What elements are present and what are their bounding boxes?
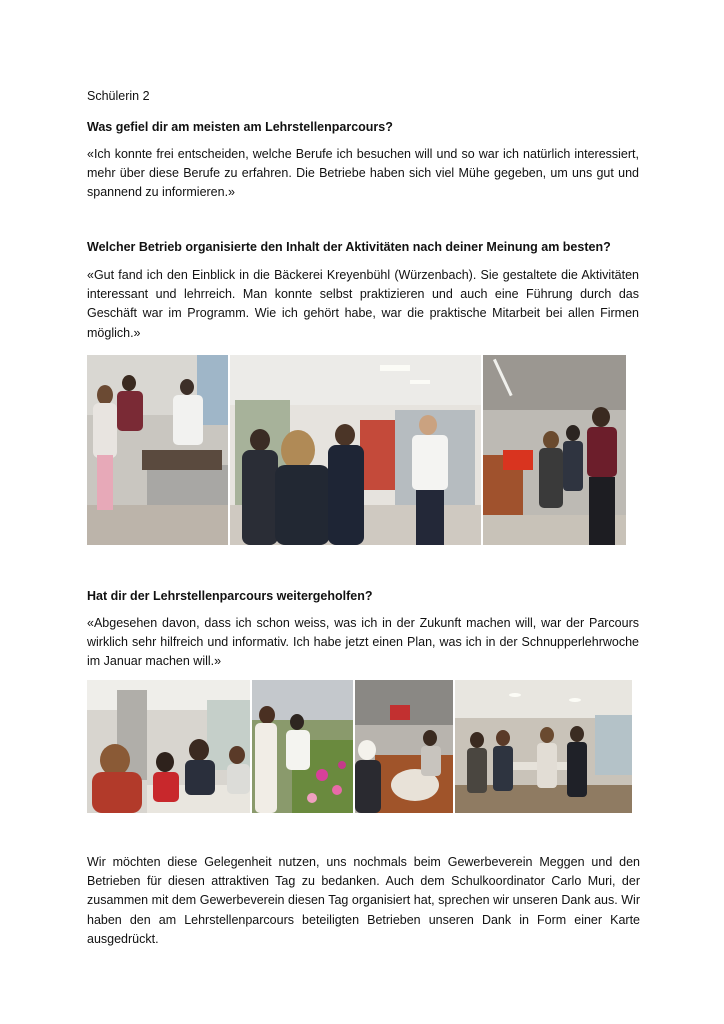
photo-bakery-counter: [87, 355, 228, 545]
answer-3: «Abgesehen davon, dass ich schon weiss, was ich in der Zukunft machen will, war der Parcours wirklich sehr hilfreich und informativ. Ich habe jetzt einen Plan, was ich in der Schnupperlehrwoche im Januar machen will.»: [87, 616, 639, 669]
closing-paragraph: Wir möchten diese Gelegenheit nutzen, uns nochmals beim Gewerbeverein Meggen und den Betrieben für diesen attraktiven Tag zu bedanken. Auch dem Schulkoordinator Carlo Muri, der zusammen mit dem Gewerbeverein diesen Tag organisiert hat, sprechen wir unseren Dank aus. Wir haben den am Lehrstellenparcours beteiligten Betrieben unseren Dank in Form einer Karte ausgedrückt.: [87, 855, 640, 946]
photo-cooking-class: [355, 680, 453, 813]
question-1: Was gefiel dir am meisten am Lehrstellenparcours?: [87, 120, 393, 134]
photo-workshop: [483, 355, 626, 545]
answer-1: «Ich konnte frei entscheiden, welche Berufe ich besuchen will und so war ich natürlich interessiert, mehr über diese Berufe zu erfahren. Die Betriebe haben sich viel Mühe gegeben, um uns gut und spannend zu informieren.»: [87, 147, 639, 200]
photo-pharmacy-tour: [230, 355, 481, 545]
photo-office-meeting: [87, 680, 250, 813]
student-label: Schülerin 2: [87, 89, 150, 103]
question-3: Hat dir der Lehrstellenparcours weitergeholfen?: [87, 589, 373, 603]
photo-garden-center: [252, 680, 353, 813]
answer-2: «Gut fand ich den Einblick in die Bäckerei Kreyenbühl (Würzenbach). Sie gestaltete die Aktivitäten interessant und lehrreich. Man konnte selbst praktizieren und auch eine Führung durch das Geschäft war im Programm. Wie ich gehört habe, war die praktische Mitarbeit bei allen Firmen möglich.»: [87, 268, 639, 340]
question-2: Welcher Betrieb organisierte den Inhalt der Aktivitäten nach deiner Meinung am besten?: [87, 240, 611, 254]
photo-lab-demonstration: [455, 680, 632, 813]
